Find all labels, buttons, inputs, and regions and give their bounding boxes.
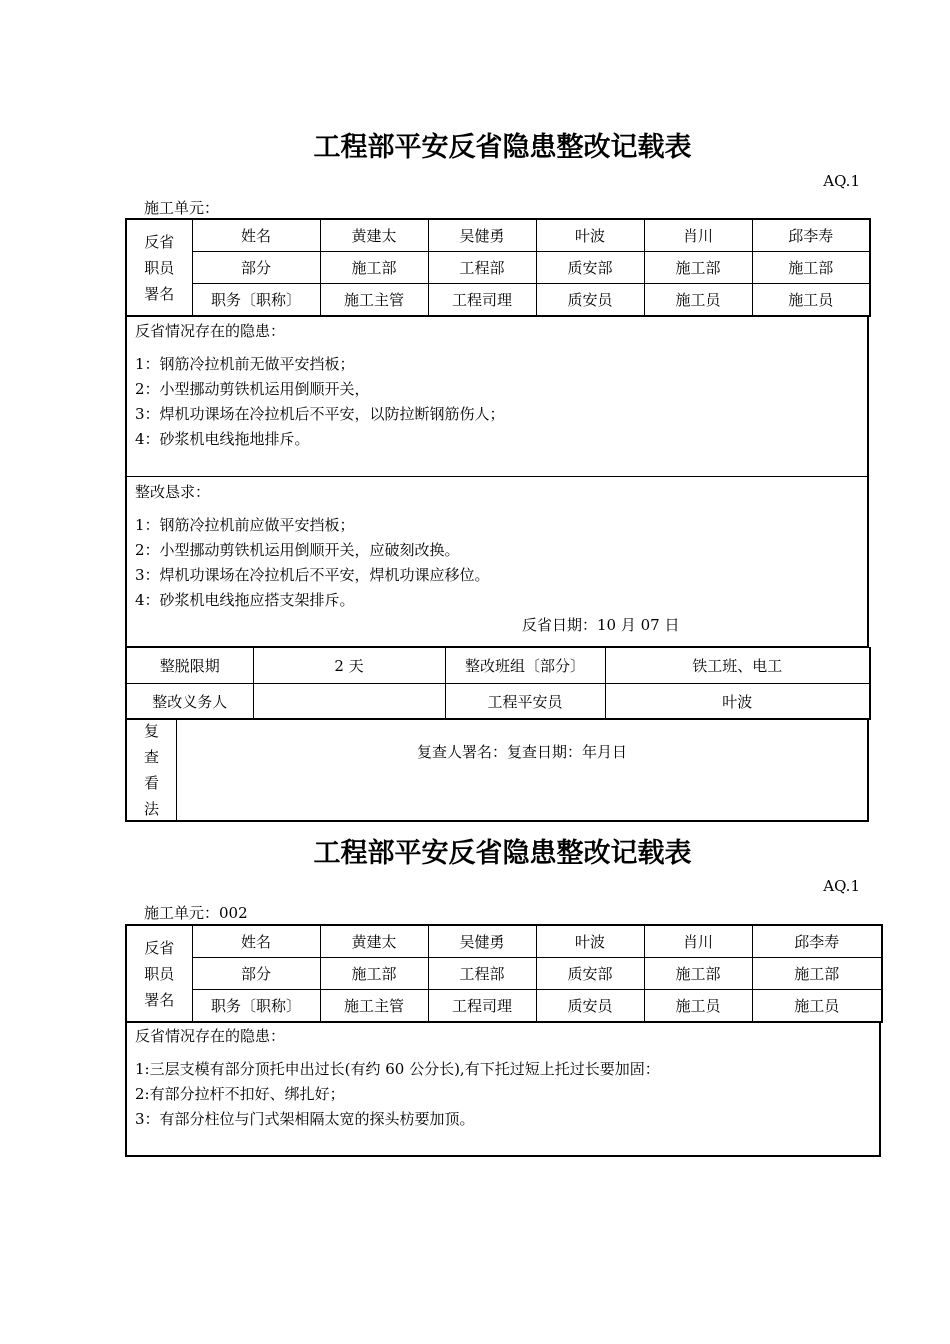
form2-signature-table bbox=[125, 924, 883, 1023]
table-row bbox=[126, 284, 870, 317]
table-cell: 邱李寿 bbox=[752, 925, 882, 958]
table-cell: 工程司理 bbox=[428, 990, 536, 1023]
table-cell: 施工部 bbox=[644, 958, 752, 990]
table-cell: 施工员 bbox=[644, 990, 752, 1023]
deadline-value: 2 天 bbox=[253, 648, 445, 684]
form2-hazards-section bbox=[125, 1021, 881, 1157]
safety-officer-label: 工程平安员 bbox=[445, 684, 605, 720]
table-cell: 部分 bbox=[192, 958, 320, 990]
form1-code: AQ.1 bbox=[823, 172, 860, 190]
team-value: 铁工班、电工 bbox=[605, 648, 870, 684]
table-cell: 职务〔职称〕 bbox=[192, 284, 320, 317]
table-cell: 姓名 bbox=[192, 925, 320, 958]
table-row bbox=[126, 648, 870, 684]
table-cell: 施工主管 bbox=[320, 990, 428, 1023]
table-cell: 工程部 bbox=[428, 252, 536, 284]
review-label-char: 查 bbox=[143, 747, 159, 766]
team-label: 整改班组〔部分〕 bbox=[445, 648, 605, 684]
review-label bbox=[127, 719, 177, 820]
hazard-item: 2：小型挪动剪铁机运用倒顺开关， bbox=[135, 380, 370, 398]
form1-deadline-table bbox=[125, 647, 871, 720]
table-row bbox=[126, 252, 870, 284]
hazard-item: 1：钢筋冷拉机前无做平安挡板； bbox=[135, 355, 355, 373]
review-signature-line: 复查人署名：复查日期：年月日 bbox=[416, 743, 627, 761]
table-cell: 施工部 bbox=[752, 958, 882, 990]
review-label-char: 复 bbox=[143, 721, 159, 740]
table-cell: 吴健勇 bbox=[428, 925, 536, 958]
form1-signature-table bbox=[125, 218, 871, 317]
hazard-item: 4：砂浆机电线拖地排斥。 bbox=[135, 430, 310, 448]
sign-label-line: 反省 bbox=[144, 232, 175, 251]
sign-label-line: 职员 bbox=[144, 964, 175, 983]
table-cell: 质安部 bbox=[536, 958, 644, 990]
table-cell: 质安员 bbox=[536, 990, 644, 1023]
form1-review-section bbox=[125, 718, 869, 822]
table-cell: 施工员 bbox=[644, 284, 752, 317]
form2-title: 工程部平安反省隐患整改记载表 bbox=[313, 838, 692, 869]
table-row bbox=[126, 684, 870, 720]
form2-code: AQ.1 bbox=[823, 877, 860, 895]
form1-hazards-section bbox=[125, 316, 869, 477]
table-cell: 叶波 bbox=[536, 219, 644, 252]
form1-rectification-section bbox=[125, 477, 869, 647]
table-cell: 职务〔职称〕 bbox=[192, 990, 320, 1023]
table-cell: 质安员 bbox=[536, 284, 644, 317]
rectification-item: 3：焊机功课场在冷拉机后不平安，焊机功课应移位。 bbox=[135, 566, 490, 584]
table-cell: 工程部 bbox=[428, 958, 536, 990]
form2-unit-label: 施工单元：002 bbox=[144, 904, 248, 922]
sign-label-cell bbox=[126, 219, 192, 316]
rectification-item: 1：钢筋冷拉机前应做平安挡板； bbox=[135, 516, 355, 534]
deadline-label: 整脱限期 bbox=[126, 648, 253, 684]
form1-title: 工程部平安反省隐患整改记载表 bbox=[313, 132, 692, 163]
table-cell: 施工部 bbox=[752, 252, 870, 284]
table-cell: 肖川 bbox=[644, 925, 752, 958]
sign-label-line: 署名 bbox=[144, 990, 175, 1009]
hazard-item: 3：焊机功课场在冷拉机后不平安，以防拉断钢筋伤人； bbox=[135, 405, 505, 423]
table-row bbox=[126, 219, 870, 252]
table-cell: 施工部 bbox=[644, 252, 752, 284]
sign-label-line: 反省 bbox=[144, 938, 175, 957]
hazard-item: 3：有部分柱位与门式架相隔太宽的探头枋要加顶。 bbox=[135, 1110, 475, 1128]
table-cell: 施工员 bbox=[752, 284, 870, 317]
rectification-item: 4：砂浆机电线拖应搭支架排斥。 bbox=[135, 591, 355, 609]
table-cell: 施工部 bbox=[320, 958, 428, 990]
table-cell: 工程司理 bbox=[428, 284, 536, 317]
form1-unit-label: 施工单元： bbox=[144, 199, 220, 217]
responsible-label: 整改义务人 bbox=[126, 684, 253, 720]
hazards-header: 反省情况存在的隐患： bbox=[135, 322, 286, 340]
sign-label-line: 署名 bbox=[144, 284, 175, 303]
table-cell: 肖川 bbox=[644, 219, 752, 252]
table-cell: 施工部 bbox=[320, 252, 428, 284]
table-row bbox=[126, 925, 882, 958]
table-cell: 部分 bbox=[192, 252, 320, 284]
table-cell: 黄建太 bbox=[320, 925, 428, 958]
sign-label-line: 职员 bbox=[144, 258, 175, 277]
table-cell: 吴健勇 bbox=[428, 219, 536, 252]
hazard-item: 2:有部分拉杆不扣好、绑扎好； bbox=[135, 1085, 345, 1103]
table-cell: 黄建太 bbox=[320, 219, 428, 252]
table-cell: 邱李寿 bbox=[752, 219, 870, 252]
sign-label-cell bbox=[126, 925, 192, 1022]
rectification-item: 2：小型挪动剪铁机运用倒顺开关，应破刻改换。 bbox=[135, 541, 460, 559]
table-cell: 施工员 bbox=[752, 990, 882, 1023]
inspection-date: 反省日期：10 月 07 日 bbox=[522, 616, 680, 634]
review-label-char: 看 bbox=[143, 773, 159, 792]
rectification-header: 整改恳求： bbox=[135, 483, 211, 501]
table-cell: 施工主管 bbox=[320, 284, 428, 317]
table-cell: 姓名 bbox=[192, 219, 320, 252]
table-row bbox=[126, 958, 882, 990]
hazards-header: 反省情况存在的隐患： bbox=[135, 1027, 286, 1045]
table-cell: 质安部 bbox=[536, 252, 644, 284]
review-label-char: 法 bbox=[143, 799, 159, 818]
table-row bbox=[126, 990, 882, 1023]
hazard-item: 1:三层支模有部分顶托申出过长(有约 60 公分长),有下托过短上托过长要加固： bbox=[135, 1060, 660, 1078]
safety-officer-value: 叶波 bbox=[605, 684, 870, 720]
responsible-value bbox=[253, 684, 445, 720]
table-cell: 叶波 bbox=[536, 925, 644, 958]
